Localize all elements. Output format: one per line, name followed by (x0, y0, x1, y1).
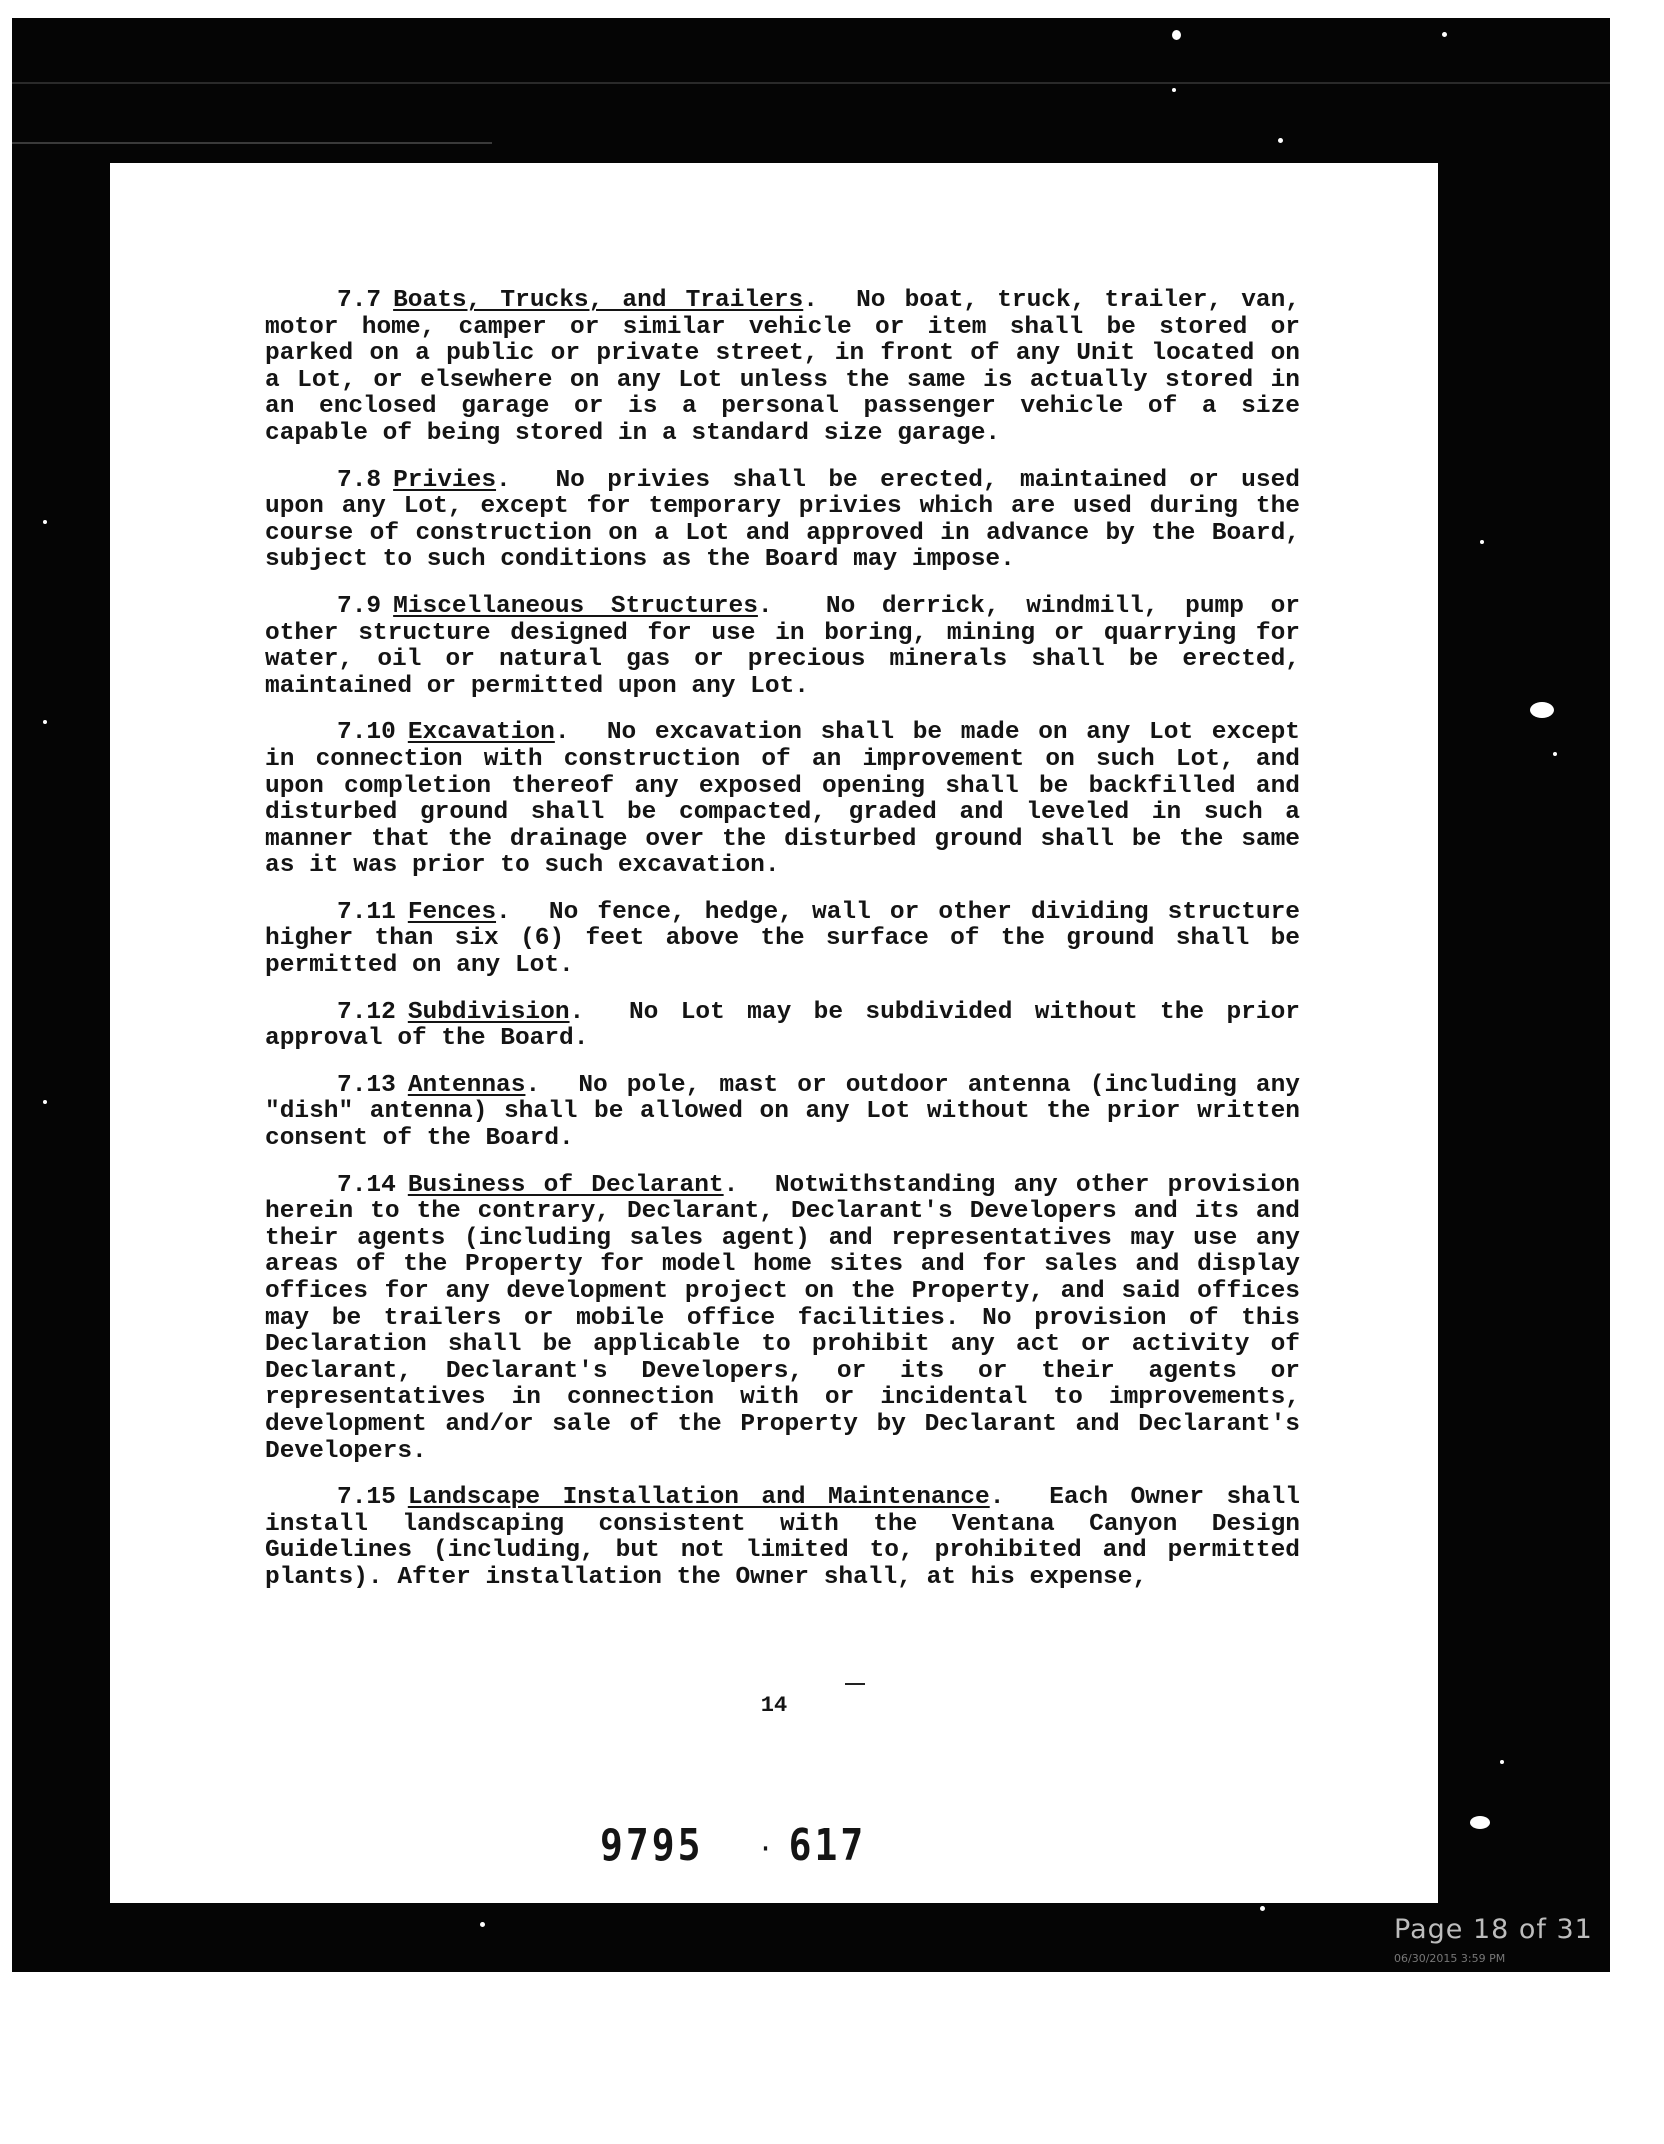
section-heading: Miscellaneous Structures (393, 592, 758, 620)
scan-artifact-band (12, 142, 492, 144)
section-number: 7.8 (337, 466, 382, 494)
section-text: No derrick, windmill, pump or other structure designed for use in boring, mining or quarrying for water, oil or natural gas or precious minerals shall be erected, maintained or permitted upon any Lot. (265, 592, 1301, 700)
section-number: 7.11 (337, 898, 396, 926)
section-text: No fence, hedge, wall or other dividing structure higher than six (6) feet above the surface of the ground shall be permitted on any Lot. (265, 898, 1300, 980)
section-text: No boat, truck, trailer, van, motor home, camper or similar vehicle or item shall be stored or parked on a public or private street, in front of any Unit located on a Lot, or elsewhere on any Lot unless the same is actually stored in an enclosed garage or is a personal passenger vehicle of a size capable of being stored in a standard size garage. (265, 287, 1301, 447)
scan-speck (480, 1922, 485, 1927)
section-heading: Excavation (407, 719, 555, 747)
section-text: No excavation shall be made on any Lot except in connection with construction of an improvement on such Lot, and upon completion thereof any exposed opening shall be backfilled and disturbed ground shall be compacted, graded and leveled in such a manner that the drainage over the disturbed ground shall be the same as it was prior to such excavation. (265, 719, 1301, 880)
scan-speck (1480, 540, 1484, 544)
section-text: No privies shall be erected, maintained or used upon any Lot, except for temporary privies which are used during the course of construction on a Lot and approved in advance by the Board, subject to such conditions as the Board may impose. (265, 466, 1300, 574)
section-heading: Boats, Trucks, and Trailers (393, 287, 804, 314)
section-number: 7.9 (337, 592, 382, 620)
document-page (110, 163, 1438, 1903)
section-7-14: 7.14 Business of Declarant. Notwithstanding any other provision herein to the contrary, Declarant, Declarant's Developers and its and their agents (including sales agent) and representatives may use any areas of the Property for model home sites and for sales and display offices for any development project on the Property, and said offices may be trailers or mobile office facilities. No provision of this Declaration shall be applicable to prohibit any act or activity of Declarant, Declarant's Developers, or its or their agents or representatives in connection with or incidental to improvements, development and/or sale of the Property by Declarant and Declarant's Developers. (265, 1171, 1300, 1465)
section-7-12: 7.12 Subdivision. No Lot may be subdivided without the prior approval of the Board. (265, 998, 1300, 1053)
section-text: Each Owner shall install landscaping consistent with the Ventana Canyon Design Guidelines (including, but not limited to, prohibited and permitted plants). After installation the Owner shall, at his expense, (265, 1484, 1300, 1591)
section-number: 7.15 (337, 1484, 396, 1512)
section-7-13: 7.13 Antennas. No pole, mast or outdoor antenna (including any "dish" antenna) shall be allowed on any Lot without the prior written consent of the Board. (265, 1071, 1300, 1153)
scan-artifact-line (12, 82, 1610, 84)
section-heading: Business of Declarant (407, 1171, 724, 1199)
section-7-7: 7.7 Boats, Trucks, and Trailers. No boat, truck, trailer, van, motor home, camper or similar vehicle or item shall be stored or parked on a public or private street, in front of any Unit located on a Lot, or elsewhere on any Lot unless the same is actually stored in an enclosed garage or is a personal passenger vehicle of a size capable of being stored in a standard size garage. (265, 287, 1301, 447)
section-7-9: 7.9 Miscellaneous Structures. No derrick, windmill, pump or other structure designed for use in boring, mining or quarrying for water, oil or natural gas or precious minerals shall be erected, maintained or permitted upon any Lot. (265, 592, 1301, 700)
section-number: 7.12 (337, 998, 396, 1026)
section-heading: Privies (393, 466, 497, 494)
scan-speck (1172, 30, 1181, 40)
recording-book-page (600, 1820, 866, 1871)
section-7-15: 7.15 Landscape Installation and Maintenance. Each Owner shall install landscaping consistent with the Ventana Canyon Design Guidelines (including, but not limited to, prohibited and permitted plants). After installation the Owner shall, at his expense, (265, 1484, 1300, 1591)
book-page-number: 617 (788, 1819, 867, 1871)
section-7-8: 7.8 Privies. No privies shall be erected, maintained or used upon any Lot, except for temporary privies which are used during the course of construction on a Lot and approved in advance by the Board, subject to such conditions as the Board may impose. (265, 466, 1300, 574)
scan-speck (1442, 32, 1447, 37)
viewer-page-indicator: Page 18 of 31 (1394, 1914, 1593, 1945)
separator-dot: · (759, 1834, 775, 1862)
document-body (265, 288, 1300, 1612)
viewer-timestamp: 06/30/2015 3:59 PM (1394, 1952, 1506, 1965)
section-heading: Landscape Installation and Maintenance (407, 1484, 990, 1512)
page-number: 14 (760, 1693, 788, 1718)
section-heading: Antennas (407, 1071, 526, 1099)
section-7-10: 7.10 Excavation. No excavation shall be made on any Lot except in connection with construction of an improvement on such Lot, and upon completion thereof any exposed opening shall be backfilled and disturbed ground shall be compacted, graded and leveled in such a manner that the drainage over the disturbed ground shall be the same as it was prior to such excavation. (265, 719, 1301, 880)
scan-speck (43, 520, 47, 524)
scan-speck (1500, 1760, 1504, 1764)
section-text: Notwithstanding any other provision herein to the contrary, Declarant, Declarant's Developers and its and their agents (including sales agent) and representatives may use any areas of the Property for model home sites and for sales and display offices for any development project on the Property, and said offices may be trailers or mobile office facilities. No provision of this Declaration shall be applicable to prohibit any act or activity of Declarant, Declarant's Developers, or its or their agents or representatives in connection with or incidental to improvements, development and/or sale of the Property by Declarant and Declarant's Developers. (265, 1171, 1300, 1465)
section-heading: Subdivision (407, 998, 570, 1026)
section-heading: Fences (407, 898, 497, 926)
scan-speck (1470, 1816, 1490, 1829)
section-number: 7.14 (337, 1171, 396, 1199)
scan-speck (1260, 1906, 1265, 1911)
scan-speck (1553, 752, 1557, 756)
section-text: No Lot may be subdivided without the prior approval of the Board. (265, 998, 1300, 1053)
scan-speck (1278, 138, 1283, 143)
book-number: 9795 (600, 1819, 704, 1871)
scan-artifact (845, 1683, 865, 1685)
section-number: 7.10 (337, 719, 396, 747)
section-number: 7.7 (337, 287, 382, 314)
scan-speck (43, 720, 47, 724)
section-text: No pole, mast or outdoor antenna (including any "dish" antenna) shall be allowed on any Lot without the prior written consent of the Board. (265, 1071, 1300, 1153)
section-7-11: 7.11 Fences. No fence, hedge, wall or other dividing structure higher than six (6) feet above the surface of the ground shall be permitted on any Lot. (265, 898, 1300, 980)
scan-speck (1172, 88, 1176, 92)
scan-speck (1530, 702, 1554, 718)
section-number: 7.13 (337, 1071, 396, 1099)
scan-speck (43, 1100, 47, 1104)
